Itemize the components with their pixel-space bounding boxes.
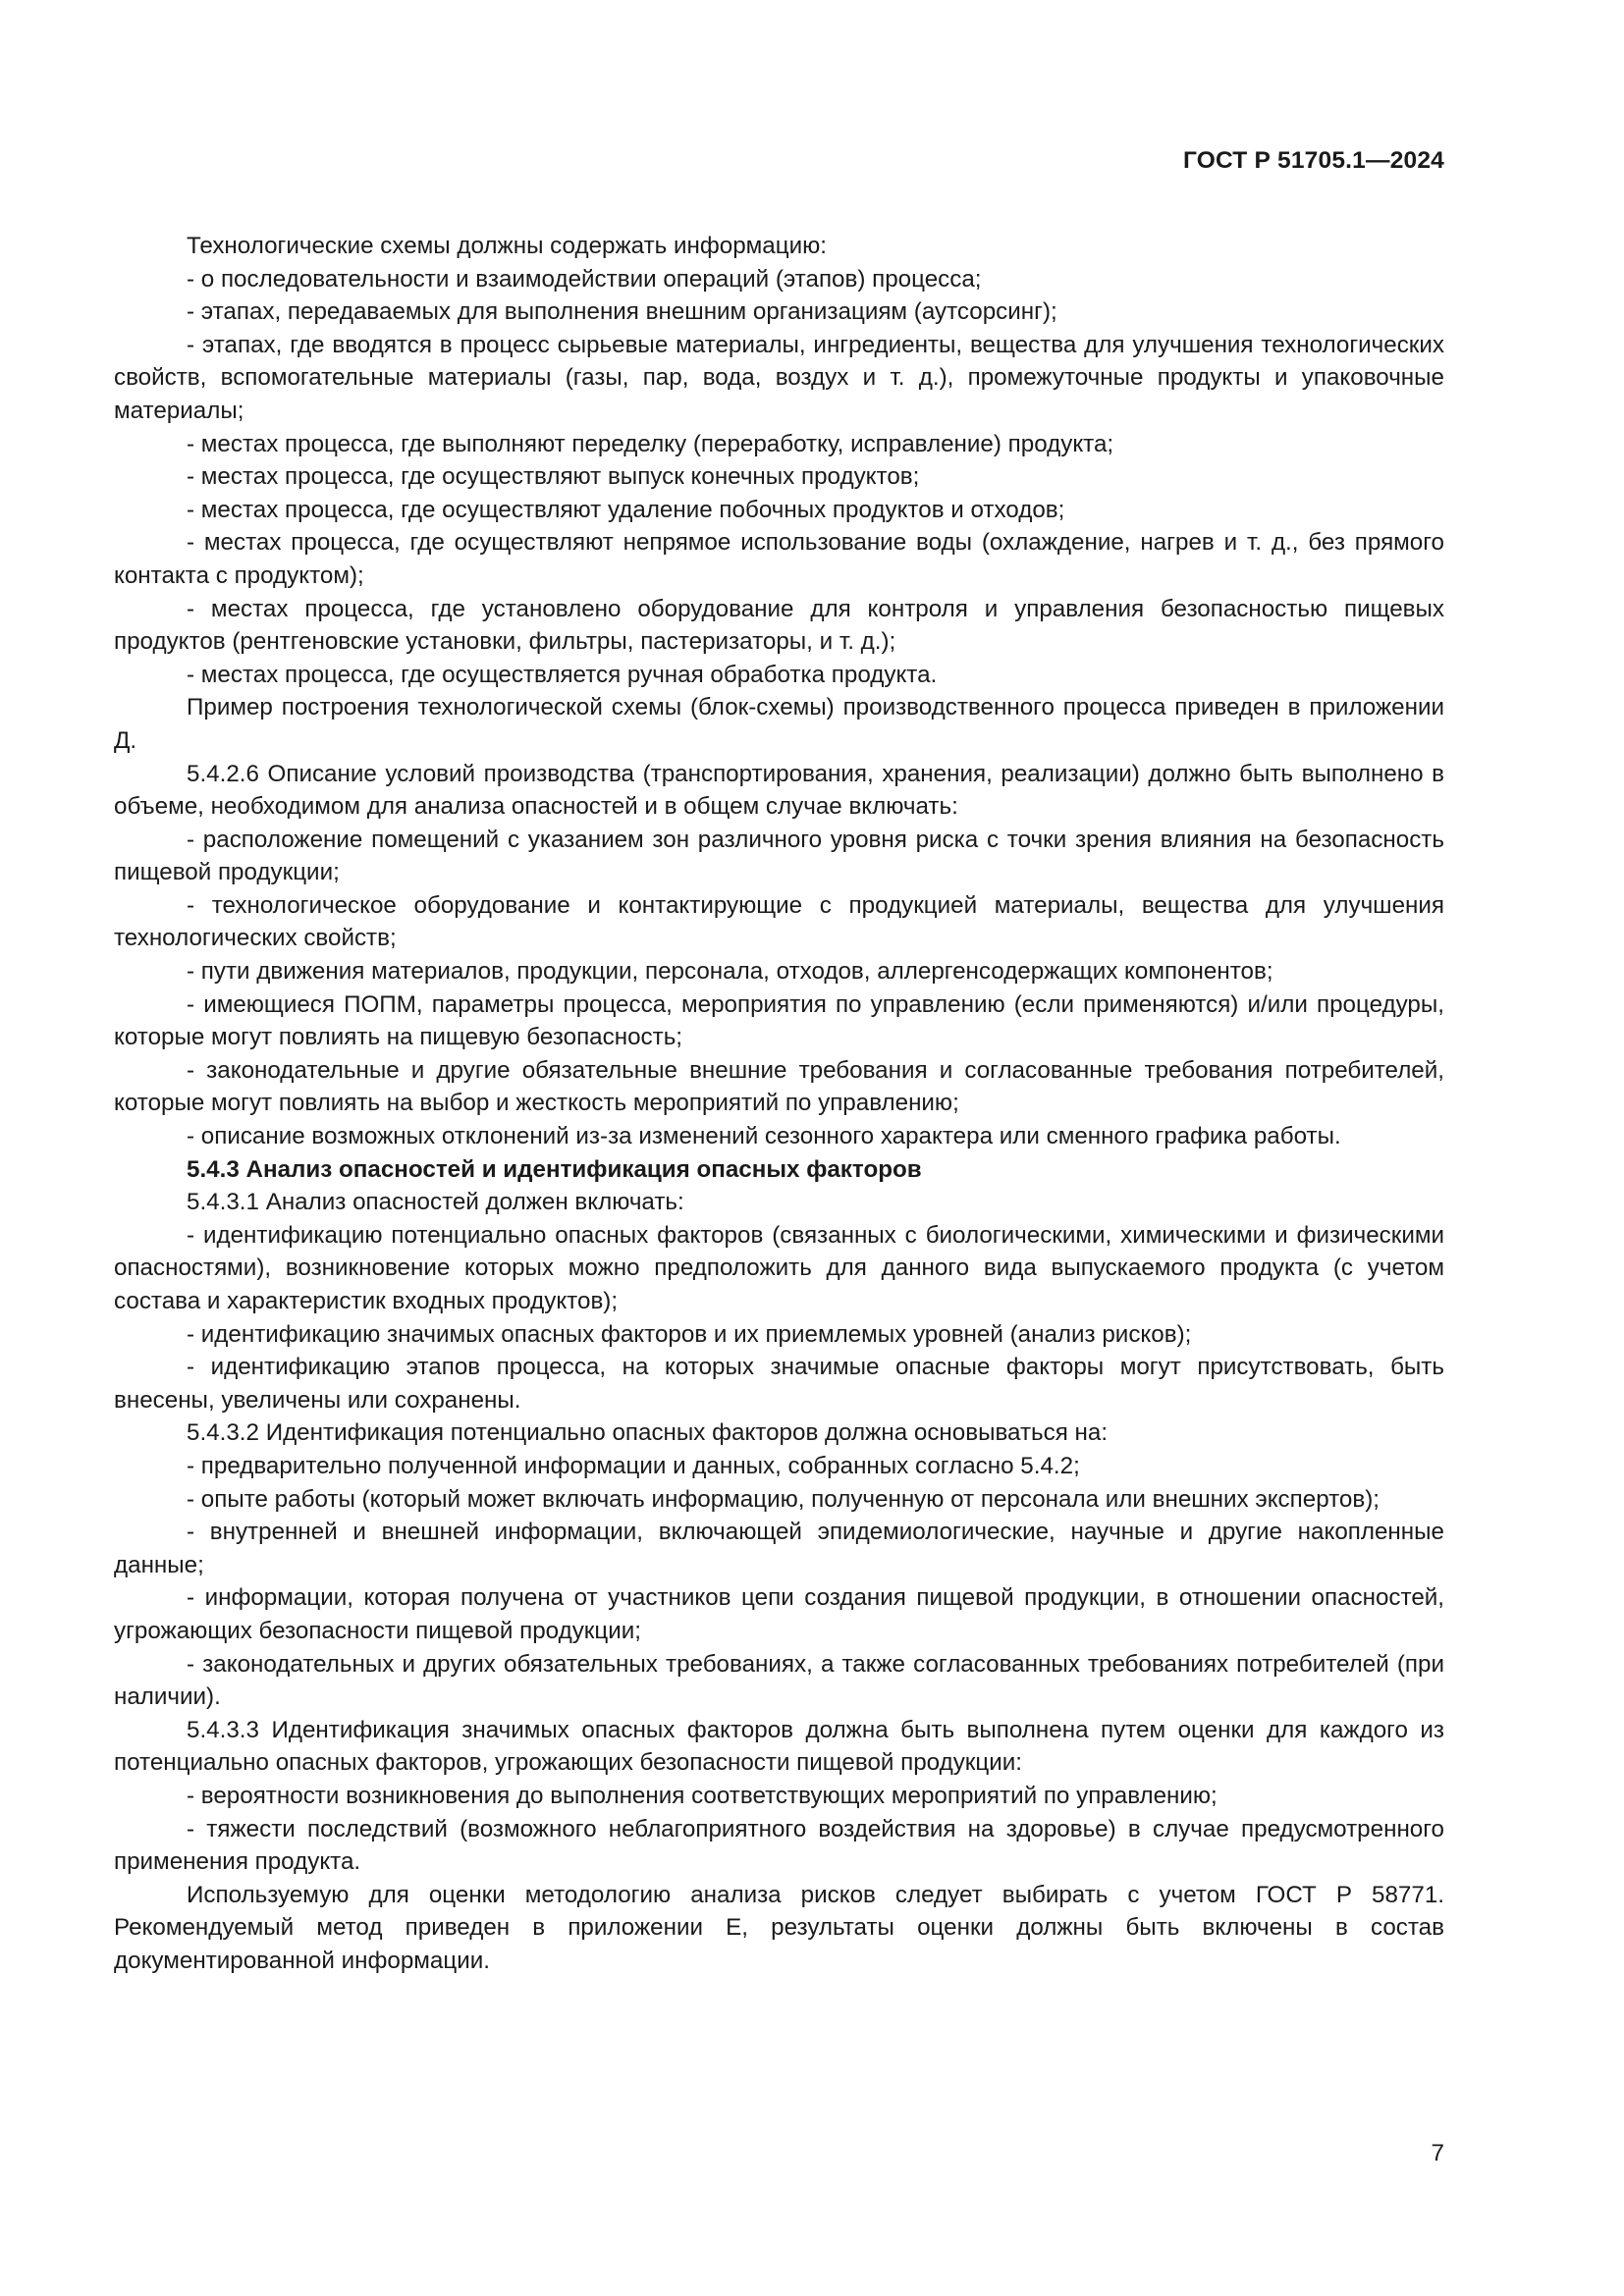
paragraph: - этапах, где вводятся в процесс сырьевые материалы, ингредиенты, вещества для улучшения технологических свойств, вспомогательные материалы (газы, пар, вода, воздух и т. д.), промежуточные продукты и упаковочные материалы; bbox=[114, 331, 1444, 424]
paragraph: 5.4.3.2 Идентификация потенциально опасных факторов должна основываться на: bbox=[187, 1419, 1109, 1447]
paragraph: - законодательных и других обязательных требованиях, а также согласованных требованиях потребителей (при наличии). bbox=[114, 1650, 1444, 1711]
paragraph: 5.4.3.3 Идентификация значимых опасных факторов должна быть выполнена путем оценки для каждого из потенциально опасных факторов, угрожающих безопасности пищевой продукции: bbox=[114, 1716, 1444, 1777]
paragraph: - расположение помещений с указанием зон различного уровня риска с точки зрения влияния на безопасность пищевой продукции; bbox=[114, 826, 1444, 886]
paragraph: - информации, которая получена от участников цепи создания пищевой продукции, в отношении опасностей, угрожающих безопасности пищевой продукции; bbox=[114, 1584, 1444, 1644]
paragraph: - идентификацию значимых опасных факторов и их приемлемых уровней (анализ рисков); bbox=[187, 1320, 1192, 1348]
paragraph: - местах процесса, где осуществляется ручная обработка продукта. bbox=[187, 661, 938, 688]
paragraph: - предварительно полученной информации и данных, собранных согласно 5.4.2; bbox=[187, 1452, 1080, 1479]
paragraph: - вероятности возникновения до выполнения соответствующих мероприятий по управлению; bbox=[187, 1782, 1218, 1809]
paragraph: - о последовательности и взаимодействии операций (этапов) процесса; bbox=[187, 265, 982, 293]
paragraph: - описание возможных отклонений из-за изменений сезонного характера или сменного графика работы. bbox=[187, 1123, 1341, 1150]
paragraph: 5.4.2.6 Описание условий производства (транспортирования, хранения, реализации) должно быть выполнено в объеме, необходимом для анализа опасностей и в общем случае включать: bbox=[114, 760, 1444, 821]
section-heading: 5.4.3 Анализ опасностей и идентификация опасных факторов bbox=[187, 1155, 922, 1183]
paragraph: - законодательные и другие обязательные внешние требования и согласованные требования потребителей, которые могут повлиять на выбор и жесткость мероприятий по управлению; bbox=[114, 1056, 1444, 1117]
paragraph: - местах процесса, где осуществляют выпуск конечных продуктов; bbox=[187, 463, 920, 491]
page-number: 7 bbox=[1431, 2140, 1444, 2166]
paragraph: - идентификацию потенциально опасных факторов (связанных с биологическими, химическими и физическими опасностями), возникновение которых можно предположить для данного вида выпускаемого продукта (с учетом состава и характеристик входных продуктов); bbox=[114, 1221, 1444, 1314]
paragraph: - опыте работы (который может включать информацию, полученную от персонала или внешних экспертов); bbox=[187, 1485, 1380, 1513]
paragraph: - местах процесса, где установлено оборудование для контроля и управления безопасностью пищевых продуктов (рентгеновские установки, фильтры, пастеризаторы, и т. д.); bbox=[114, 595, 1444, 656]
paragraph: Используемую для оценки методологию анализа рисков следует выбирать с учетом ГОСТ Р 58771. Рекомендуемый метод приведен в приложении Е, результаты оценки должны быть включены в состав документированной информации. bbox=[114, 1881, 1444, 1974]
paragraph: - местах процесса, где осуществляют удаление побочных продуктов и отходов; bbox=[187, 496, 1065, 523]
paragraph: - тяжести последствий (возможного неблагоприятного воздействия на здоровье) в случае предусмотренного применения продукта. bbox=[114, 1815, 1444, 1876]
paragraph: - внутренней и внешней информации, включающей эпидемиологические, научные и другие накопленные данные; bbox=[114, 1519, 1444, 1578]
paragraph: Пример построения технологической схемы (блок-схемы) производственного процесса приведен в приложении Д. bbox=[114, 694, 1444, 754]
paragraph: - этапах, передаваемых для выполнения внешним организациям (аутсорсинг); bbox=[187, 298, 1057, 326]
paragraph: - местах процесса, где осуществляют непрямое использование воды (охлаждение, нагрев и т. д., без прямого контакта с продуктом); bbox=[114, 529, 1444, 589]
document-body bbox=[114, 230, 1444, 1977]
paragraph: - технологическое оборудование и контактирующие с продукцией материалы, вещества для улучшения технологических свойств; bbox=[114, 891, 1444, 952]
paragraph: 5.4.3.1 Анализ опасностей должен включать: bbox=[187, 1189, 684, 1216]
paragraph: - идентификацию этапов процесса, на которых значимые опасные факторы могут присутствовать, быть внесены, увеличены или сохранены. bbox=[114, 1354, 1444, 1414]
paragraph: - пути движения материалов, продукции, персонала, отходов, аллергенсодержащих компонентов; bbox=[187, 958, 1273, 986]
paragraph: Технологические схемы должны содержать информацию: bbox=[187, 233, 827, 259]
paragraph: - имеющиеся ПОПМ, параметры процесса, мероприятия по управлению (если применяются) и/или процедуры, которые могут повлиять на пищевую безопасность; bbox=[114, 990, 1444, 1051]
document-header: ГОСТ Р 51705.1—2024 bbox=[1183, 147, 1444, 174]
paragraph: - местах процесса, где выполняют переделку (переработку, исправление) продукта; bbox=[187, 430, 1114, 457]
